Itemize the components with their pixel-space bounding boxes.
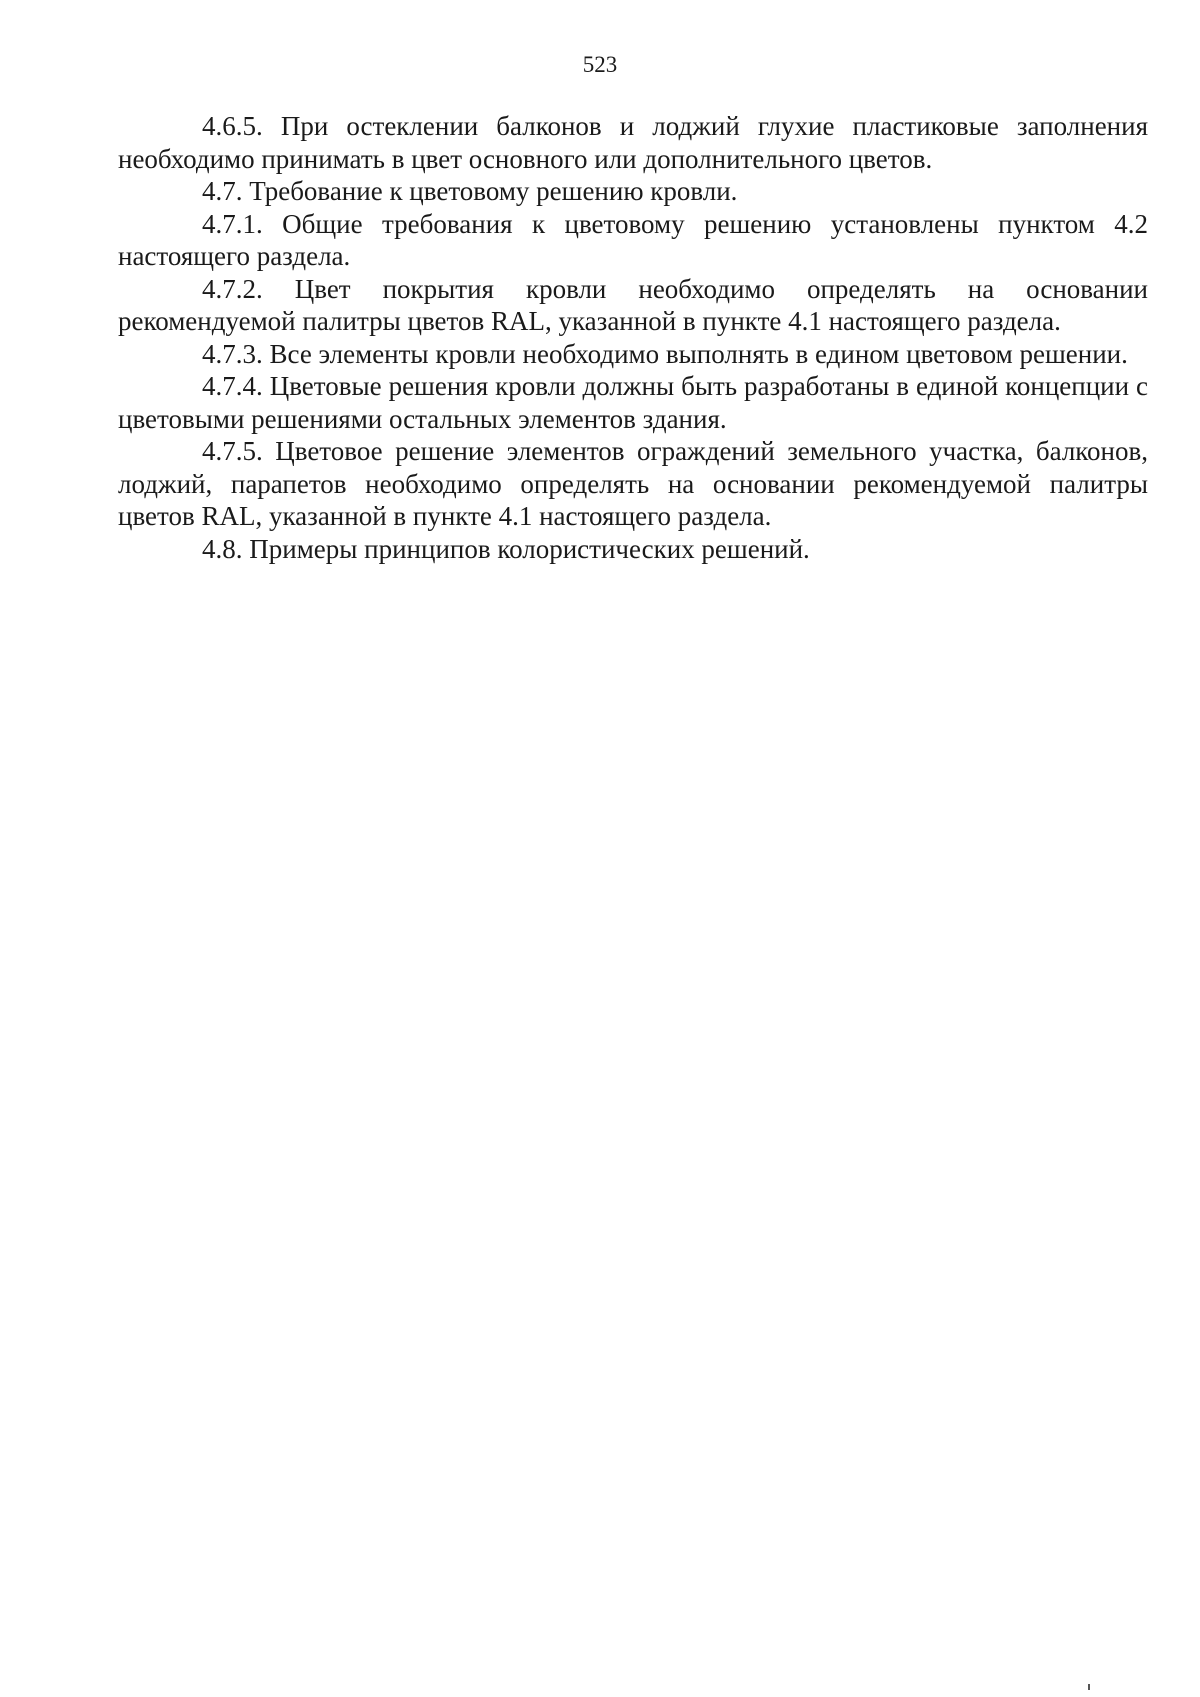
- paragraph-4-7-5: 4.7.5. Цветовое решение элементов ограждений земельного участка, балконов, лоджий, парапетов необходимо определять на основании рекомендуемой палитры цветов RAL, указанной в пункте 4.1 настоящего раздела.: [118, 436, 1148, 531]
- paragraph-4-6-5: 4.6.5. При остеклении балконов и лоджий глухие пластиковые заполнения необходимо принимать в цвет основного или дополнительного цветов.: [118, 111, 1148, 174]
- scan-mark: [1088, 1684, 1090, 1690]
- page-number: 523: [582, 52, 618, 77]
- paragraph-4-7-2: 4.7.2. Цвет покрытия кровли необходимо определять на основании рекомендуемой палитры цветов RAL, указанной в пункте 4.1 настоящего раздела.: [118, 273, 1148, 336]
- paragraph-4-7-3: 4.7.3. Все элементы кровли необходимо выполнять в едином цветовом решении.: [202, 338, 1128, 369]
- paragraph-4-7-1: 4.7.1. Общие требования к цветовому решению установлены пунктом 4.2 настоящего раздела.: [118, 208, 1148, 271]
- paragraph-4-7: 4.7. Требование к цветовому решению кровли.: [202, 176, 738, 206]
- paragraph-4-7-4: 4.7.4. Цветовые решения кровли должны быть разработаны в единой концепции с цветовыми решениями остальных элементов здания.: [118, 371, 1148, 434]
- paragraph-4-8: 4.8. Примеры принципов колористических решений.: [202, 533, 810, 564]
- document-body: [118, 110, 1148, 565]
